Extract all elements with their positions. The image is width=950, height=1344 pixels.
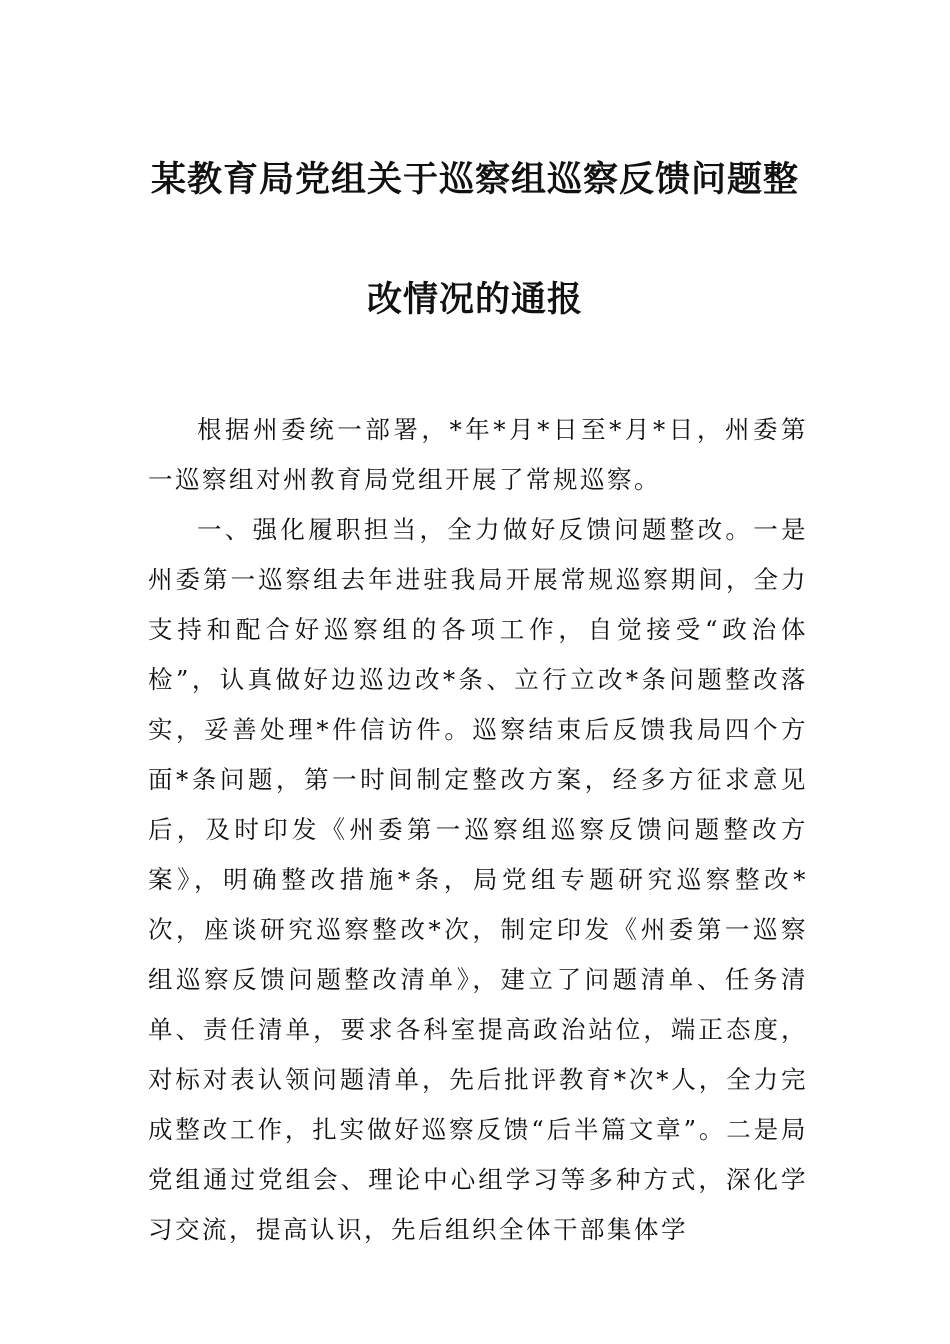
document-title-line-1: 某教育局党组关于巡察组巡察反馈问题整 xyxy=(150,159,799,200)
paragraph-section-one: 一、强化履职担当，全力做好反馈问题整改。一是州委第一巡察组去年进驻我局开展常规巡察期间，全力支持和配合好巡察组的各项工作，自觉接受“政治体检”，认真做好边巡边改*条、立行立改*条问题整改落实，妥善处理*件信访件。巡察结束后反馈我局四个方面*条问题，第一时间制定整改方案，经多方征求意见后，及时印发《州委第一巡察组巡察反馈问题整改方案》，明确整改措施*条，局党组专题研究巡察整改*次，座谈研究巡察整改*次，制定印发《州委第一巡察组巡察反馈问题整改清单》，建立了问题清单、任务清单、责任清单，要求各科室提高政治站位，端正态度，对标对表认领问题清单，先后批评教育*次*人，全力完成整改工作，扎实做好巡察反馈“后半篇文章”。二是局党组通过党组会、理论中心组学习等多种方式，深化学习交流，提高认识，先后组织全体干部集体学 xyxy=(148,515,808,1244)
document-body xyxy=(148,405,808,1255)
paragraph-intro: 根据州委统一部署，*年*月*日至*月*日，州委第一巡察组对州教育局党组开展了常规巡察。 xyxy=(148,415,808,494)
document-title-line-2: 改情况的通报 xyxy=(366,279,583,320)
